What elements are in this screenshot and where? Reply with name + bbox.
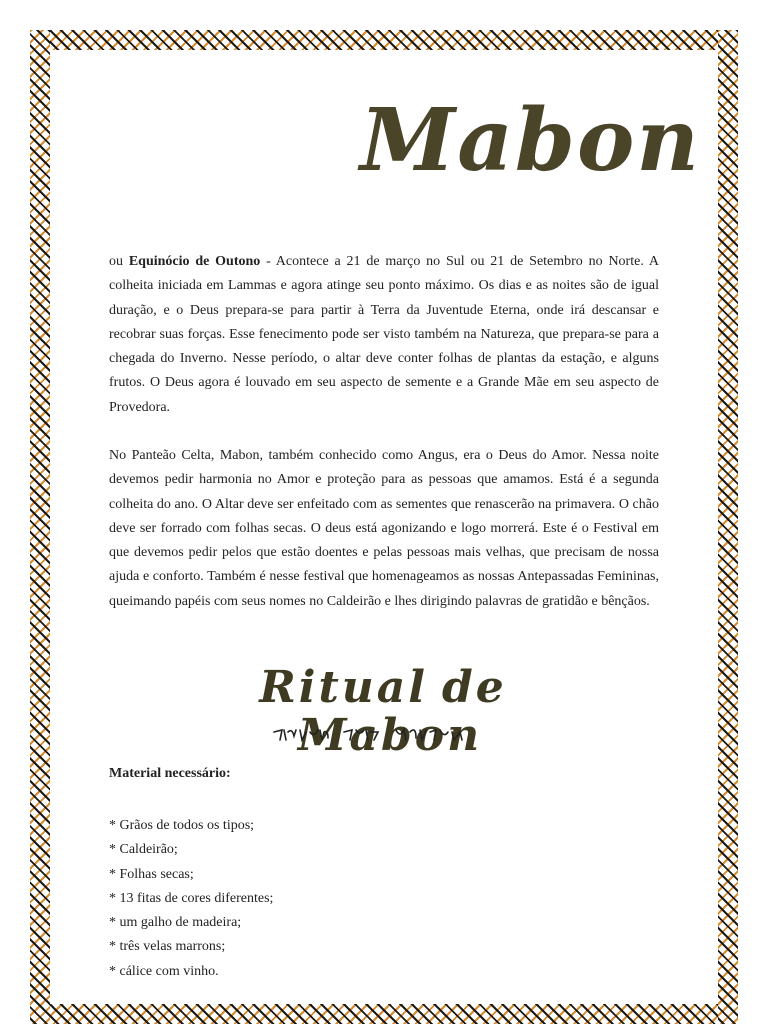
list-item: * 13 fitas de cores diferentes; <box>109 890 274 906</box>
materials-list <box>109 814 273 984</box>
ritual-heading-word-2: de <box>442 662 507 713</box>
list-item: * cálice com vinho. <box>109 963 219 979</box>
ritual-heading-word-1: Ritual <box>259 662 429 713</box>
intro-paragraph <box>109 250 659 420</box>
page-title: Mabon <box>360 90 701 191</box>
list-item: * um galho de madeira; <box>109 915 242 931</box>
list-item: * três velas marrons; <box>109 939 226 955</box>
celtic-border-bottom <box>30 1004 738 1024</box>
celtic-pantheon-paragraph: No Panteão Celta, Mabon, também conhecido como Angus, era o Deus do Amor. Nessa noite devemos pedir harmonia no Amor e proteção para as pessoas que amamos. Está é a segunda colheita do ano. O Altar deve ser enfeitado com as sementes que renascerão na primavera. O chão deve ser forrado com folhas secas. O deus está agonizando e logo morrerá. Este é o Festival em que devemos pedir pelos que estão doentes e pelas pessoas mais velhas, que precisam de nossa ajuda e conforto. Também é nesse festival que homenageamos as nossas Antepassadas Femininas, queimando papéis com seus nomes no Caldeirão e lhes dirigindo palavras de gratidão e bênçãos. <box>109 448 659 609</box>
list-item: * Folhas secas; <box>109 866 194 882</box>
celtic-border-right <box>718 30 738 1024</box>
list-item: * Caldeirão; <box>109 842 178 858</box>
intro-body: - Acontece a 21 de março no Sul ou 21 de Setembro no Norte. A colheita iniciada em Lammas e agora atinge seu ponto máximo. Os dias e as noites são de igual duração, e o Deus prepara-se para partir à Terra da Juventude Eterna, onde irá descansar e recobrar suas forças. Esse fenecimento pode ser visto também na Natureza, que prepara-se para a chegada do Inverno. Nesse período, o altar deve conter folhas de plantas da estação, e alguns frutos. O Deus agora é louvado em seu aspecto de semente e a Grande Mãe em seu aspecto de Provedora. <box>109 254 659 415</box>
celtic-border-top <box>30 30 738 50</box>
list-item: * Grãos de todos os tipos; <box>109 818 255 833</box>
theban-script-decoration <box>270 724 510 746</box>
ritual-heading <box>170 664 610 761</box>
material-label: Material necessário: <box>109 766 231 781</box>
ritual-heading-word-3: Mabon <box>297 710 483 762</box>
intro-lead: ou <box>109 254 123 269</box>
celtic-border-left <box>30 30 50 1024</box>
intro-bold-term: Equinócio de Outono <box>128 254 261 269</box>
